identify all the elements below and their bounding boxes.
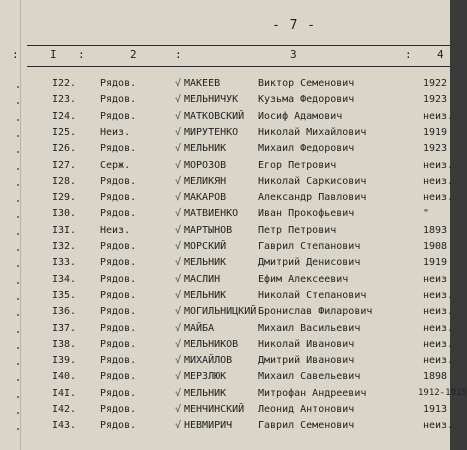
entry-rank: Рядов. xyxy=(100,273,137,285)
entry-number: I22. xyxy=(52,78,77,89)
entry-surname: МАТВИЕНКО xyxy=(184,208,239,220)
check-mark-icon: √ xyxy=(175,273,182,285)
entry-surname: МАРТЫНОВ xyxy=(184,224,233,236)
column-separator: : xyxy=(175,48,182,61)
column-separator: : xyxy=(12,48,19,61)
entry-surname: МЕЛЬНИК xyxy=(184,257,227,269)
entry-birth-year: неиз. xyxy=(423,355,454,367)
entry-given-name: Дмитрий Иванович xyxy=(258,355,355,367)
column-separator: : xyxy=(405,48,412,61)
entry-birth-year: неиз. xyxy=(423,159,454,171)
entry-birth-year: 1908 xyxy=(423,241,448,252)
entry-birth-year: 1919 xyxy=(423,126,448,138)
column-header-2: 2 xyxy=(130,48,137,61)
entry-number: I3I. xyxy=(52,224,77,236)
entry-given-name: Александр Павлович xyxy=(258,192,367,204)
entry-birth-year: " xyxy=(423,208,430,220)
list-item xyxy=(0,322,454,341)
entry-birth-year: 1898 xyxy=(423,371,448,383)
margin-dot xyxy=(17,298,19,300)
list-item xyxy=(0,192,454,210)
entry-surname: МАЙБА xyxy=(184,322,215,334)
entry-given-name: Иван Прокофьевич xyxy=(258,208,355,220)
column-header-3: 3 xyxy=(290,48,297,61)
check-mark-icon: √ xyxy=(175,322,182,334)
entry-number: I43. xyxy=(52,420,77,432)
column-header-4: 4 xyxy=(437,48,444,61)
list-item xyxy=(0,78,450,96)
entry-given-name: Леонид Антонович xyxy=(258,404,355,415)
entry-number: I38. xyxy=(52,338,77,350)
entry-given-name: Бронислав Филарович xyxy=(258,306,373,318)
entry-rank: Рядов. xyxy=(100,175,137,187)
entry-birth-year: неиз. xyxy=(423,110,454,122)
entry-number: I39. xyxy=(52,355,77,367)
entry-rank: Неиз. xyxy=(100,224,131,236)
entry-rank: Рядов. xyxy=(100,257,137,269)
entry-number: I27. xyxy=(52,159,77,171)
entry-rank: Рядов. xyxy=(100,192,137,204)
check-mark-icon: √ xyxy=(175,241,182,252)
entry-rank: Рядов. xyxy=(100,110,137,122)
margin-dot xyxy=(17,184,19,186)
check-mark-icon: √ xyxy=(175,420,182,432)
entry-birth-year: неиз. xyxy=(423,338,454,350)
entry-rank: Рядов. xyxy=(100,355,137,367)
check-mark-icon: √ xyxy=(175,257,182,269)
list-item xyxy=(0,241,450,259)
check-mark-icon: √ xyxy=(175,387,182,399)
entry-given-name: Ефим Алексеевич xyxy=(258,273,349,285)
entry-surname: МЕЛЬНИК xyxy=(184,289,227,301)
margin-dot xyxy=(17,168,19,170)
entry-rank: Рядов. xyxy=(100,241,137,252)
entry-birth-year: неиз. xyxy=(423,322,454,334)
entry-surname: МЕЛЬНИК xyxy=(184,387,227,399)
entry-surname: МЕЛЬНИЧУК xyxy=(184,94,239,106)
entry-birth-year: 1912-1915 xyxy=(418,387,467,398)
entry-number: I28. xyxy=(52,175,77,187)
entry-number: I25. xyxy=(52,126,77,138)
margin-dot xyxy=(17,249,19,251)
entry-rank: Рядов. xyxy=(100,94,137,106)
entry-surname: МАКЕЕВ xyxy=(184,78,221,89)
column-header-1: I xyxy=(50,48,57,61)
entry-rank: Рядов. xyxy=(100,338,137,350)
check-mark-icon: √ xyxy=(175,126,182,138)
entry-surname: МИХАЙЛОВ xyxy=(184,355,233,367)
list-item xyxy=(0,257,450,275)
entry-number: I37. xyxy=(52,322,77,334)
entry-surname: МЕЛЬНИК xyxy=(184,143,227,155)
entry-birth-year: неиз. xyxy=(423,175,454,187)
entry-given-name: Виктор Семенович xyxy=(258,78,355,89)
entry-birth-year: 1922 xyxy=(423,78,448,89)
entry-number: I36. xyxy=(52,306,77,318)
check-mark-icon: √ xyxy=(175,110,182,122)
entry-given-name: Николай Иванович xyxy=(258,338,355,350)
entry-rank: Рядов. xyxy=(100,387,137,399)
entry-birth-year: неиз xyxy=(423,273,448,285)
entry-birth-year: 1919 xyxy=(423,257,448,269)
entry-rank: Неиз. xyxy=(100,126,131,138)
check-mark-icon: √ xyxy=(175,306,182,318)
list-item xyxy=(0,175,454,194)
entry-surname: МОРОЗОВ xyxy=(184,159,227,171)
entry-rank: Рядов. xyxy=(100,208,137,220)
check-mark-icon: √ xyxy=(175,224,182,236)
margin-dot xyxy=(17,135,19,137)
margin-dot xyxy=(17,233,19,235)
entry-given-name: Михаил Васильевич xyxy=(258,322,361,334)
entry-given-name: Егор Петрович xyxy=(258,159,337,171)
entry-rank: Рядов. xyxy=(100,78,137,89)
entry-birth-year: неиз. xyxy=(423,306,454,318)
entry-surname: НЕВМИРИЧ xyxy=(184,420,233,432)
entry-rank: Рядов. xyxy=(100,143,137,155)
list-item xyxy=(0,94,450,112)
list-item xyxy=(0,159,454,178)
entry-number: I24. xyxy=(52,110,77,122)
entry-surname: МЕРЗЛЮК xyxy=(184,371,227,383)
entry-given-name: Николай Михайлович xyxy=(258,126,367,138)
entry-birth-year: 1893 xyxy=(423,224,448,236)
entry-surname: МОГИЛЬНИЦКИЙ xyxy=(184,306,257,318)
entry-given-name: Михаил Федорович xyxy=(258,143,355,155)
check-mark-icon: √ xyxy=(175,159,182,171)
check-mark-icon: √ xyxy=(175,338,182,350)
entry-birth-year: неиз. xyxy=(423,289,454,301)
entry-rank: Рядов. xyxy=(100,322,137,334)
entry-number: I30. xyxy=(52,208,77,220)
check-mark-icon: √ xyxy=(175,355,182,367)
list-item xyxy=(0,208,450,226)
list-item xyxy=(0,225,450,243)
entry-given-name: Николай Степанович xyxy=(258,289,367,301)
entry-birth-year: 1923 xyxy=(423,94,448,106)
list-item xyxy=(0,355,454,373)
margin-dot xyxy=(17,347,19,349)
entry-number: I23. xyxy=(52,94,77,106)
entry-given-name: Кузьма Федорович xyxy=(258,94,355,106)
check-mark-icon: √ xyxy=(175,289,182,301)
entry-given-name: Гаврил Семенович xyxy=(258,420,355,432)
page-number: - 7 - xyxy=(272,18,317,33)
list-item xyxy=(0,387,467,406)
check-mark-icon: √ xyxy=(175,175,182,187)
entry-number: I42. xyxy=(52,404,77,415)
entry-number: I29. xyxy=(52,192,77,204)
entry-number: I26. xyxy=(52,143,77,155)
entry-given-name: Петр Петрович xyxy=(258,224,337,236)
column-separator: : xyxy=(78,48,85,61)
check-mark-icon: √ xyxy=(175,78,182,89)
entry-number: I32. xyxy=(52,241,77,252)
entry-surname: МЕЛИКЯН xyxy=(184,175,227,187)
entry-given-name: Гаврил Степанович xyxy=(258,241,361,252)
entry-given-name: Михаил Савельевич xyxy=(258,371,361,383)
list-item xyxy=(0,371,450,389)
entry-number: I35. xyxy=(52,289,77,301)
entry-given-name: Николай Саркисович xyxy=(258,175,367,187)
list-item xyxy=(0,143,450,161)
entry-birth-year: неиз. xyxy=(423,420,454,432)
check-mark-icon: √ xyxy=(175,208,182,220)
check-mark-icon: √ xyxy=(175,143,182,155)
entry-birth-year: неиз. xyxy=(423,192,454,204)
entry-given-name: Митрофан Андреевич xyxy=(258,387,367,399)
list-item xyxy=(0,404,450,422)
entry-number: I4I. xyxy=(52,387,77,399)
list-item xyxy=(0,420,454,438)
margin-dot xyxy=(17,331,19,333)
entry-surname: МЕЛЬНИКОВ xyxy=(184,338,239,350)
entry-rank: Рядов. xyxy=(100,404,137,415)
check-mark-icon: √ xyxy=(175,371,182,383)
margin-dot xyxy=(17,86,19,88)
entry-surname: МАКАРОВ xyxy=(184,192,227,204)
entry-surname: МЕНЧИНСКИЙ xyxy=(184,404,245,415)
entry-rank: Рядов. xyxy=(100,289,137,301)
entry-surname: МИРУТЕНКО xyxy=(184,126,239,138)
entry-surname: МОРСКИЙ xyxy=(184,241,227,252)
entry-surname: МАСЛИН xyxy=(184,273,221,285)
check-mark-icon: √ xyxy=(175,404,182,415)
entry-number: I33. xyxy=(52,257,77,269)
entry-birth-year: 1923 xyxy=(423,143,448,155)
header-rule-top xyxy=(27,45,450,46)
list-item xyxy=(0,274,450,292)
check-mark-icon: √ xyxy=(175,192,182,204)
entry-given-name: Дмитрий Денисович xyxy=(258,257,361,269)
check-mark-icon: √ xyxy=(175,94,182,106)
entry-number: I40. xyxy=(52,371,77,383)
entry-surname: МАТКОВСКИЙ xyxy=(184,110,245,122)
entry-rank: Рядов. xyxy=(100,420,137,432)
list-item xyxy=(0,127,450,145)
entry-birth-year: 1913 xyxy=(423,404,448,415)
margin-dot xyxy=(17,412,19,414)
margin-dot xyxy=(17,282,19,284)
entry-rank: Рядов. xyxy=(100,371,137,383)
margin-dot xyxy=(17,396,19,398)
entry-given-name: Иосиф Адамович xyxy=(258,110,343,122)
list-item xyxy=(0,110,454,129)
entry-rank: Серж. xyxy=(100,159,131,171)
entry-rank: Рядов. xyxy=(100,306,137,318)
entry-number: I34. xyxy=(52,273,77,285)
list-item xyxy=(0,306,454,324)
header-rule-bottom xyxy=(27,66,450,67)
margin-dot xyxy=(17,119,19,121)
